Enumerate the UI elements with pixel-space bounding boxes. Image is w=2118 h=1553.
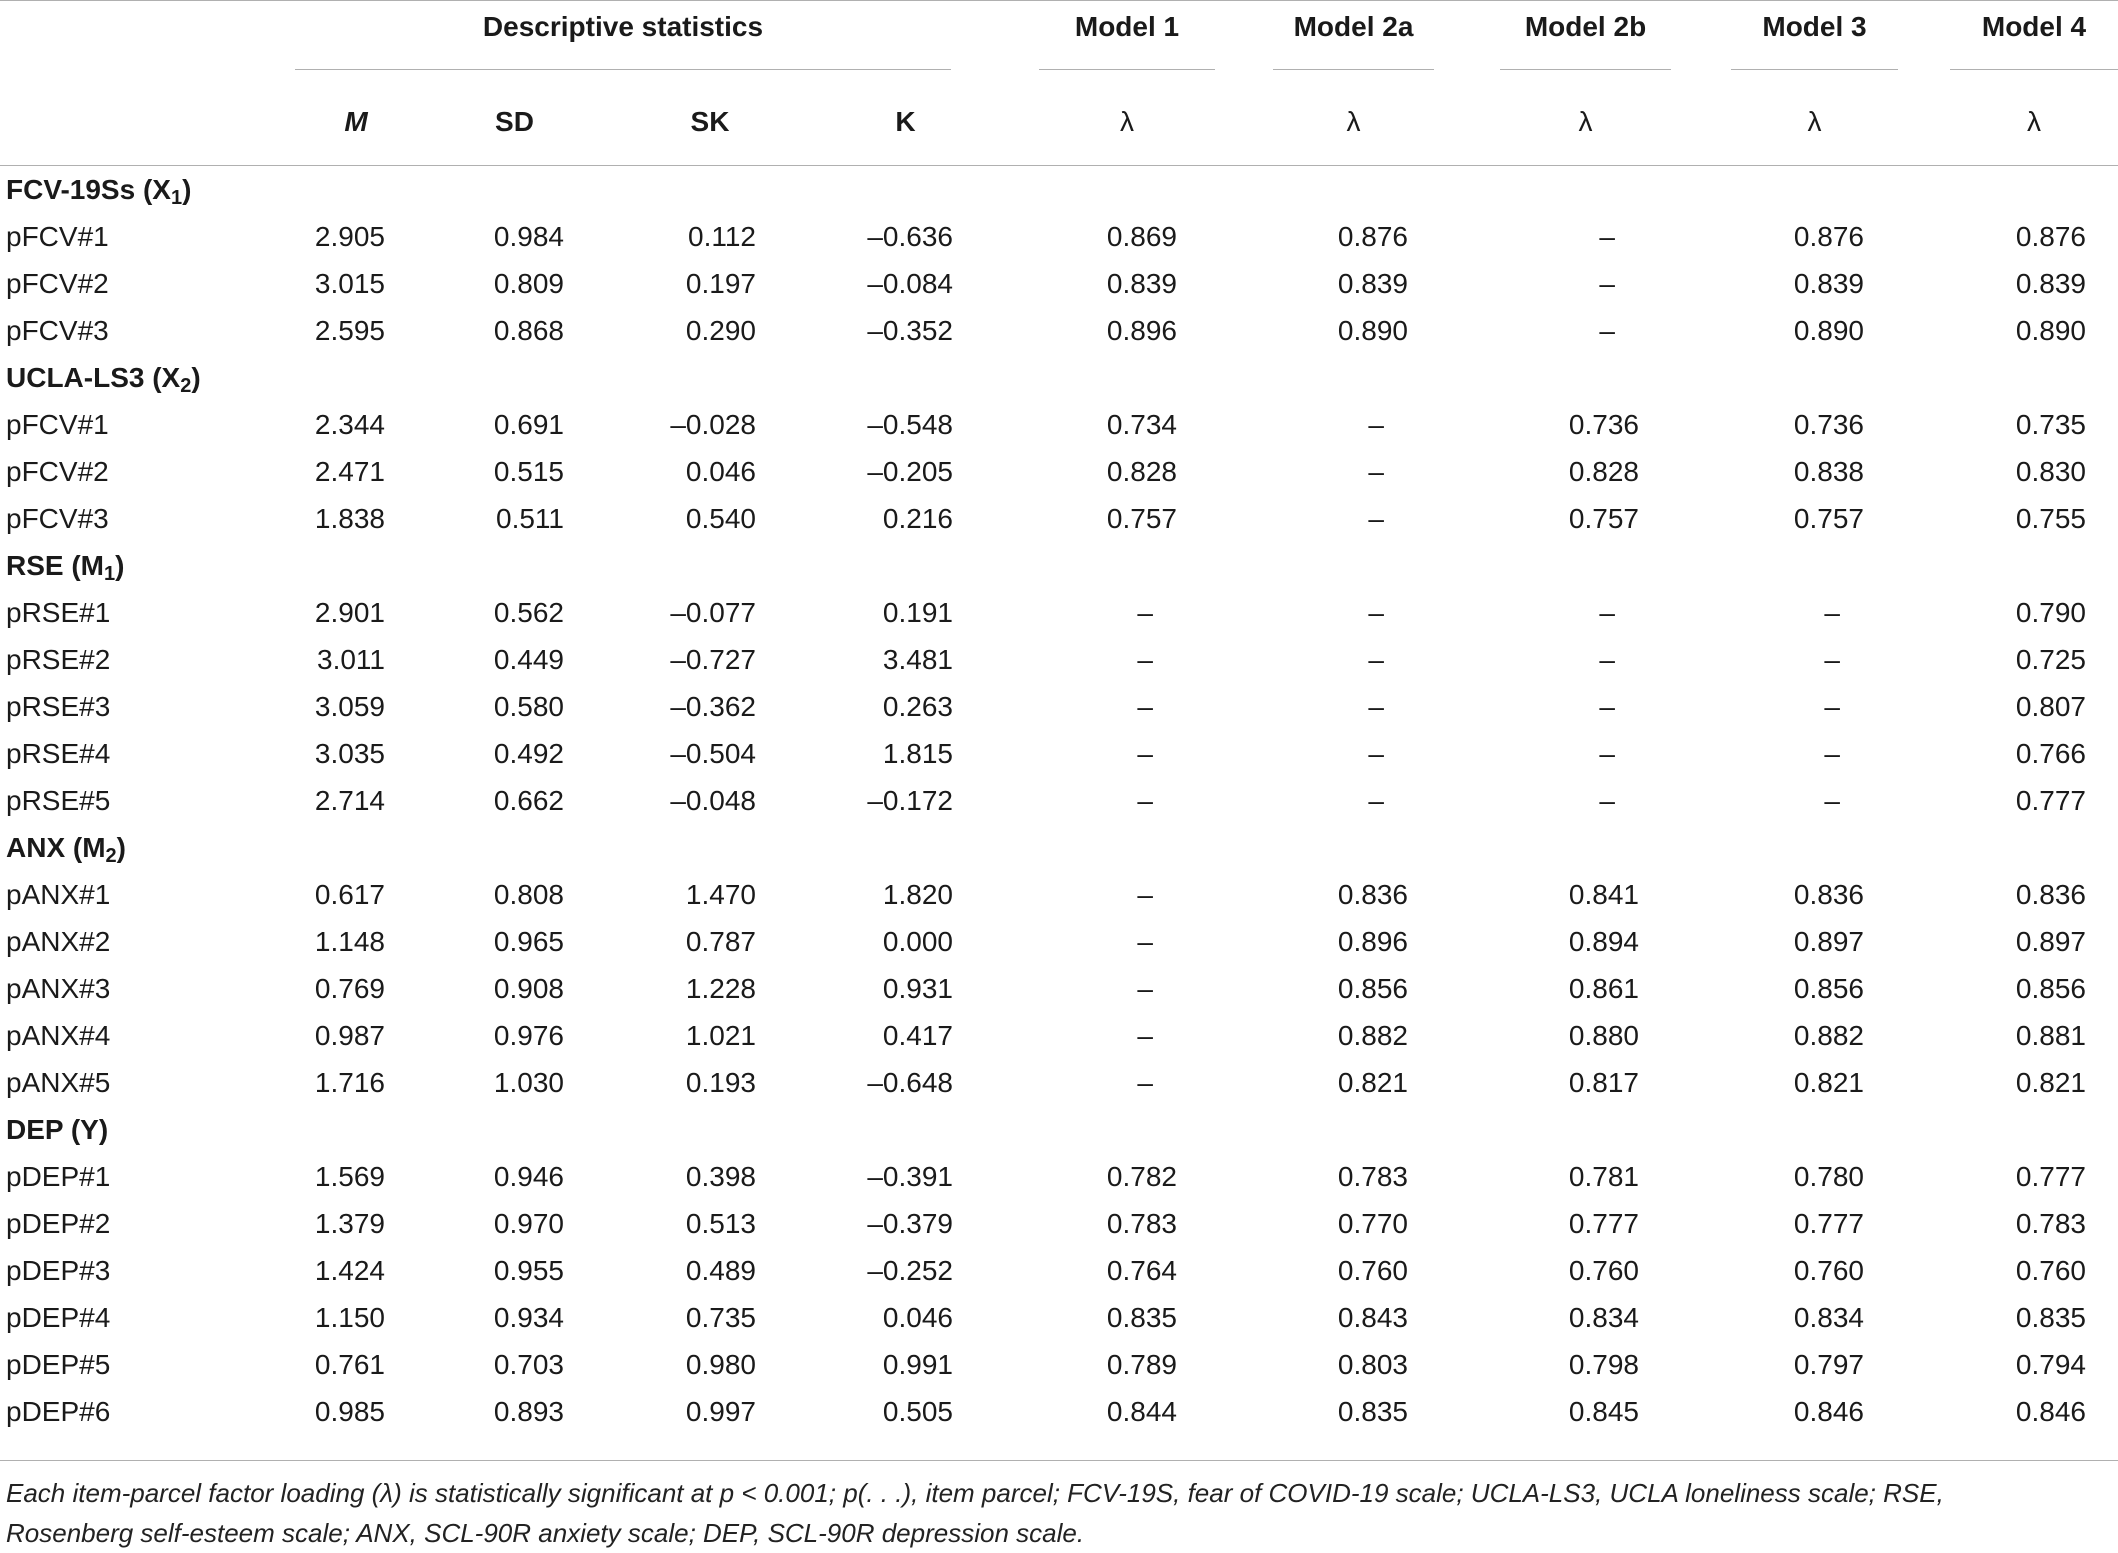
table-cell: 0.782	[1106, 1160, 1177, 1192]
table-cell: –	[1368, 643, 1384, 675]
table-cell: 0.725	[2015, 643, 2086, 675]
table-cell: 0.881	[2015, 1019, 2086, 1051]
table-cell: –	[1599, 690, 1615, 722]
table-cell: 0.449	[493, 643, 564, 675]
table-body	[0, 166, 2118, 1436]
table-cell: 0.000	[882, 925, 953, 957]
table-cell: 0.828	[1568, 455, 1639, 487]
table-cell: 0.290	[685, 314, 756, 346]
table-cell: 0.856	[1793, 972, 1864, 1004]
table-cell: 0.662	[493, 784, 564, 816]
table-cell: 0.790	[2015, 596, 2086, 628]
table-cell: 3.015	[314, 267, 385, 299]
row-label: pRSE#2	[6, 643, 111, 675]
table-cell: –0.379	[867, 1207, 953, 1239]
table-cell: –	[1599, 784, 1615, 816]
header-descriptive-label: Descriptive statistics	[295, 11, 951, 70]
table-cell: –0.048	[670, 784, 756, 816]
table-cell: 0.789	[1106, 1348, 1177, 1380]
table-cell: 0.760	[1568, 1254, 1639, 1286]
table-cell: 0.817	[1568, 1066, 1639, 1098]
header-model-4-label: Model 4	[1950, 11, 2118, 70]
table-cell: 0.876	[1337, 220, 1408, 252]
table-cell: 0.735	[685, 1301, 756, 1333]
table-cell: 0.736	[1793, 408, 1864, 440]
section-title	[0, 542, 2118, 589]
section-title-text: RSE (M	[6, 549, 104, 581]
table-cell: 1.820	[882, 878, 953, 910]
table-cell: 0.807	[2015, 690, 2086, 722]
table-cell: 0.897	[1793, 925, 1864, 957]
table-cell: –0.391	[867, 1160, 953, 1192]
section-header-row	[0, 1106, 2118, 1153]
table-cell: 0.835	[2015, 1301, 2086, 1333]
section-header-row	[0, 166, 2118, 214]
row-label: pRSE#1	[6, 596, 111, 628]
table-row	[0, 589, 2118, 636]
col-k: K	[808, 79, 1003, 166]
table-cell: 0.787	[685, 925, 756, 957]
table-cell: 0.908	[493, 972, 564, 1004]
table-cell: 0.839	[1106, 267, 1177, 299]
table-cell: 0.046	[685, 455, 756, 487]
table-cell: 0.691	[493, 408, 564, 440]
row-label: pANX#1	[6, 878, 111, 910]
table-cell: 0.760	[1793, 1254, 1864, 1286]
table-row	[0, 871, 2118, 918]
table-cell: –	[1824, 737, 1840, 769]
table-cell: –	[1368, 502, 1384, 534]
table-cell: –0.028	[670, 408, 756, 440]
table-cell: 0.735	[2015, 408, 2086, 440]
table-cell: 1.424	[314, 1254, 385, 1286]
table-cell: 0.890	[2015, 314, 2086, 346]
table-footnote	[0, 1460, 2118, 1553]
table-cell: 0.492	[493, 737, 564, 769]
table-cell: 0.513	[685, 1207, 756, 1239]
table-row	[0, 730, 2118, 777]
row-label: pRSE#5	[6, 784, 111, 816]
table-row	[0, 1153, 2118, 1200]
table-row	[0, 918, 2118, 965]
table-row	[0, 448, 2118, 495]
table-cell: 0.856	[1337, 972, 1408, 1004]
table-cell: 0.193	[685, 1066, 756, 1098]
row-label: pRSE#3	[6, 690, 111, 722]
table-cell: 0.970	[493, 1207, 564, 1239]
table-cell: 0.955	[493, 1254, 564, 1286]
table-cell: –0.362	[670, 690, 756, 722]
table-cell: 0.798	[1568, 1348, 1639, 1380]
table-cell: –	[1137, 737, 1153, 769]
table-cell: 0.794	[2015, 1348, 2086, 1380]
section-title-text: UCLA-LS3 (X	[6, 361, 181, 393]
section-title-text: FCV-19Ss (X	[6, 173, 171, 205]
table-cell: 3.481	[882, 643, 953, 675]
table-cell: 0.890	[1337, 314, 1408, 346]
table-cell: 0.760	[1337, 1254, 1408, 1286]
header-descriptive	[295, 1, 1003, 79]
section-title-text: ANX (M	[6, 831, 106, 863]
table-cell: 0.846	[1793, 1395, 1864, 1427]
table-cell: –	[1137, 972, 1153, 1004]
table-cell: 0.835	[1106, 1301, 1177, 1333]
table-cell: 0.540	[685, 502, 756, 534]
table-cell: 0.489	[685, 1254, 756, 1286]
table-cell: 0.760	[2015, 1254, 2086, 1286]
table-cell: –0.648	[867, 1066, 953, 1098]
table-cell: 0.876	[2015, 220, 2086, 252]
table-cell: –	[1824, 596, 1840, 628]
table-cell: 0.869	[1106, 220, 1177, 252]
section-header-row	[0, 354, 2118, 401]
table-cell: 0.880	[1568, 1019, 1639, 1051]
table-cell: –0.636	[867, 220, 953, 252]
table-row	[0, 1294, 2118, 1341]
table-cell: 0.897	[2015, 925, 2086, 957]
row-label: pFCV#1	[6, 220, 109, 252]
table-cell: –	[1824, 643, 1840, 675]
table-cell: 2.901	[314, 596, 385, 628]
section-title	[0, 824, 2118, 871]
table-cell: –0.504	[670, 737, 756, 769]
table-cell: –	[1137, 690, 1153, 722]
table-row	[0, 965, 2118, 1012]
table-row	[0, 307, 2118, 354]
table-row	[0, 1012, 2118, 1059]
table-cell: 2.905	[314, 220, 385, 252]
table-cell: 0.861	[1568, 972, 1639, 1004]
table-cell: 3.035	[314, 737, 385, 769]
col-lambda-model-4: λ	[1918, 79, 2118, 166]
table-cell: 0.797	[1793, 1348, 1864, 1380]
table-cell: 0.882	[1793, 1019, 1864, 1051]
table-cell: –	[1368, 596, 1384, 628]
row-label: pDEP#5	[6, 1348, 111, 1380]
table-cell: 0.844	[1106, 1395, 1177, 1427]
section-title-close: )	[191, 361, 201, 393]
table-cell: 0.821	[1337, 1066, 1408, 1098]
table-cell: –	[1599, 596, 1615, 628]
row-label: pDEP#6	[6, 1395, 111, 1427]
table-row	[0, 213, 2118, 260]
table-cell: –0.084	[867, 267, 953, 299]
table-cell: 0.562	[493, 596, 564, 628]
header-model-1-label: Model 1	[1039, 11, 1215, 70]
table-cell: –	[1137, 878, 1153, 910]
table-row	[0, 777, 2118, 824]
col-lambda-model-2b: λ	[1460, 79, 1693, 166]
header-model-1	[1003, 1, 1235, 79]
section-title-text: DEP (Y)	[6, 1113, 109, 1145]
table-cell: –	[1824, 784, 1840, 816]
col-sd: SD	[417, 79, 612, 166]
table-cell: –0.352	[867, 314, 953, 346]
table-cell: 1.716	[314, 1066, 385, 1098]
table-row	[0, 1200, 2118, 1247]
table-cell: 0.876	[1793, 220, 1864, 252]
table-row	[0, 636, 2118, 683]
table-row	[0, 1247, 2118, 1294]
table-cell: 0.766	[2015, 737, 2086, 769]
row-label: pANX#3	[6, 972, 111, 1004]
row-label: pRSE#4	[6, 737, 111, 769]
table-cell: –	[1824, 690, 1840, 722]
table-cell: 0.580	[493, 690, 564, 722]
table-cell: –0.727	[670, 643, 756, 675]
row-label: pFCV#1	[6, 408, 109, 440]
table-cell: 0.896	[1337, 925, 1408, 957]
table-cell: –0.172	[867, 784, 953, 816]
table-cell: 0.856	[2015, 972, 2086, 1004]
table-row	[0, 401, 2118, 448]
table-cell: 0.783	[1337, 1160, 1408, 1192]
table-cell: –	[1137, 1019, 1153, 1051]
table-cell: –	[1137, 784, 1153, 816]
table-cell: 0.755	[2015, 502, 2086, 534]
table-cell: –	[1368, 455, 1384, 487]
table-cell: –0.548	[867, 408, 953, 440]
table-cell: 0.846	[2015, 1395, 2086, 1427]
table-cell: 3.011	[317, 643, 385, 675]
table-cell: –0.205	[867, 455, 953, 487]
table-cell: 0.764	[1106, 1254, 1177, 1286]
table-cell: 0.263	[882, 690, 953, 722]
table-cell: 1.030	[493, 1066, 564, 1098]
table-cell: 1.470	[685, 878, 756, 910]
table-cell: 1.569	[314, 1160, 385, 1192]
table-cell: 0.783	[2015, 1207, 2086, 1239]
table-cell: 0.777	[2015, 784, 2086, 816]
table-cell: 0.828	[1106, 455, 1177, 487]
table-cell: 1.379	[314, 1207, 385, 1239]
table-cell: –0.077	[670, 596, 756, 628]
section-title	[0, 166, 2118, 214]
table-cell: 0.216	[882, 502, 953, 534]
header-model-2a-label: Model 2a	[1273, 11, 1434, 70]
table-cell: 0.777	[2015, 1160, 2086, 1192]
section-header-row	[0, 542, 2118, 589]
table-cell: 0.843	[1337, 1301, 1408, 1333]
table-cell: 0.991	[882, 1348, 953, 1380]
header-model-3-label: Model 3	[1731, 11, 1898, 70]
table-cell: 0.734	[1106, 408, 1177, 440]
table-cell: 0.515	[493, 455, 564, 487]
table-cell: 0.841	[1568, 878, 1639, 910]
section-header-row	[0, 824, 2118, 871]
table-cell: –	[1368, 690, 1384, 722]
footnote-line-1: Each item-parcel factor loading (λ) is statistically significant at p < 0.001; p(. . .), item parcel; FCV-19S, fear of COVID-19 scale; UCLA-LS3, UCLA loneliness scale; RSE,	[6, 1478, 1944, 1508]
table-cell: 2.344	[314, 408, 385, 440]
row-label: pDEP#1	[6, 1160, 111, 1192]
table-cell: –	[1599, 643, 1615, 675]
table-row	[0, 683, 2118, 730]
table-cell: 0.770	[1337, 1207, 1408, 1239]
table-cell: 0.112	[688, 220, 756, 252]
table-cell: –	[1368, 784, 1384, 816]
table-cell: 0.398	[685, 1160, 756, 1192]
table-cell: 0.839	[2015, 267, 2086, 299]
row-label: pFCV#2	[6, 455, 109, 487]
table-cell: –	[1137, 925, 1153, 957]
table-cell: 1.021	[685, 1019, 756, 1051]
table-cell: 0.757	[1568, 502, 1639, 534]
table-cell: 1.148	[314, 925, 385, 957]
table-cell: 0.809	[493, 267, 564, 299]
table-cell: 0.980	[685, 1348, 756, 1380]
table-cell: 0.976	[493, 1019, 564, 1051]
table-cell: 0.836	[2015, 878, 2086, 910]
table-cell: 0.987	[314, 1019, 385, 1051]
table-cell: 0.838	[1793, 455, 1864, 487]
header-model-3	[1693, 1, 1918, 79]
section-title-close: )	[116, 831, 126, 863]
table-cell: 0.808	[493, 878, 564, 910]
table-cell: 0.836	[1337, 878, 1408, 910]
section-title-subscript: 1	[104, 562, 116, 585]
table-cell: 0.046	[882, 1301, 953, 1333]
table-cell: 0.197	[685, 267, 756, 299]
table-cell: 0.839	[1337, 267, 1408, 299]
header-row-groups	[0, 1, 2118, 79]
header-model-2b-label: Model 2b	[1500, 11, 1671, 70]
table-row	[0, 260, 2118, 307]
row-label: pFCV#3	[6, 502, 109, 534]
table-cell: 0.803	[1337, 1348, 1408, 1380]
table-cell: 0.781	[1568, 1160, 1639, 1192]
table-cell: 0.761	[314, 1348, 385, 1380]
table-cell: 0.834	[1793, 1301, 1864, 1333]
col-lambda-model-3: λ	[1693, 79, 1918, 166]
table-cell: 0.931	[882, 972, 953, 1004]
table-cell: 0.783	[1106, 1207, 1177, 1239]
table-cell: 0.834	[1568, 1301, 1639, 1333]
footnote-line-2: Rosenberg self-esteem scale; ANX, SCL-90R anxiety scale; DEP, SCL-90R depression scale.	[6, 1518, 1085, 1548]
table-cell: 0.769	[314, 972, 385, 1004]
table-cell: 0.736	[1568, 408, 1639, 440]
table-cell: 0.934	[493, 1301, 564, 1333]
table-cell: 1.228	[685, 972, 756, 1004]
table-cell: 0.845	[1568, 1395, 1639, 1427]
col-lambda-model-1: λ	[1003, 79, 1235, 166]
row-label: pDEP#4	[6, 1301, 111, 1333]
table-cell: 0.890	[1793, 314, 1864, 346]
table-cell: 0.985	[314, 1395, 385, 1427]
table-cell: 0.417	[882, 1019, 953, 1051]
section-title-subscript: 1	[170, 186, 183, 209]
table-cell: 0.617	[314, 878, 385, 910]
table-cell: 0.946	[493, 1160, 564, 1192]
table-cell: 0.780	[1793, 1160, 1864, 1192]
table-cell: 0.830	[2015, 455, 2086, 487]
table-cell: 1.150	[314, 1301, 385, 1333]
table-cell: 0.821	[2015, 1066, 2086, 1098]
table-cell: 2.714	[314, 784, 385, 816]
table-cell: 0.965	[493, 925, 564, 957]
col-sk: SK	[612, 79, 808, 166]
section-title	[0, 354, 2118, 401]
table-cell: 0.757	[1106, 502, 1177, 534]
col-m: M	[295, 79, 417, 166]
table-row	[0, 1059, 2118, 1106]
table-cell: 1.838	[314, 502, 385, 534]
table-cell: 0.836	[1793, 878, 1864, 910]
table-cell: –	[1368, 737, 1384, 769]
section-title	[0, 1106, 2118, 1153]
table-cell: –	[1599, 267, 1615, 299]
table-cell: 0.984	[493, 220, 564, 252]
table-cell: 0.777	[1568, 1207, 1639, 1239]
table-cell: –	[1137, 1066, 1153, 1098]
table-cell: 3.059	[314, 690, 385, 722]
row-label: pANX#4	[6, 1019, 111, 1051]
table-cell: 0.777	[1793, 1207, 1864, 1239]
row-label: pFCV#3	[6, 314, 109, 346]
table-cell: 0.505	[882, 1395, 953, 1427]
row-label: pDEP#3	[6, 1254, 111, 1286]
header-model-2a	[1235, 1, 1460, 79]
table-cell: 2.595	[314, 314, 385, 346]
section-title-close: )	[182, 173, 192, 205]
table-cell: 0.191	[882, 596, 953, 628]
table-cell: 0.882	[1337, 1019, 1408, 1051]
table-cell: 0.868	[493, 314, 564, 346]
section-title-close: )	[115, 549, 125, 581]
header-row-columns	[0, 79, 2118, 166]
table-cell: –	[1368, 408, 1384, 440]
table-cell: –	[1137, 643, 1153, 675]
table-row	[0, 495, 2118, 542]
section-title-subscript: 2	[180, 374, 192, 397]
row-label: pANX#5	[6, 1066, 111, 1098]
section-title-subscript: 2	[105, 844, 117, 867]
table-cell: 0.894	[1568, 925, 1639, 957]
row-label: pDEP#2	[6, 1207, 111, 1239]
col-lambda-model-2a: λ	[1235, 79, 1460, 166]
table-cell: –	[1599, 314, 1615, 346]
table-cell: –	[1137, 596, 1153, 628]
row-label: pANX#2	[6, 925, 111, 957]
table-cell: 0.835	[1337, 1395, 1408, 1427]
header-model-2b	[1460, 1, 1693, 79]
row-label: pFCV#2	[6, 267, 109, 299]
table-cell: 0.703	[493, 1348, 564, 1380]
table-cell: 0.896	[1106, 314, 1177, 346]
header-model-4	[1918, 1, 2118, 79]
table-row	[0, 1341, 2118, 1388]
table-cell: 0.757	[1793, 502, 1864, 534]
table-cell: –	[1599, 737, 1615, 769]
table-cell: 0.893	[493, 1395, 564, 1427]
table-cell: 2.471	[314, 455, 385, 487]
table-cell: 1.815	[882, 737, 953, 769]
table-cell: 0.997	[685, 1395, 756, 1427]
table-cell: 0.839	[1793, 267, 1864, 299]
table-cell: 0.511	[496, 502, 564, 534]
table-cell: –	[1599, 220, 1615, 252]
table-cell: –0.252	[867, 1254, 953, 1286]
table-row	[0, 1388, 2118, 1435]
table-cell: 0.821	[1793, 1066, 1864, 1098]
